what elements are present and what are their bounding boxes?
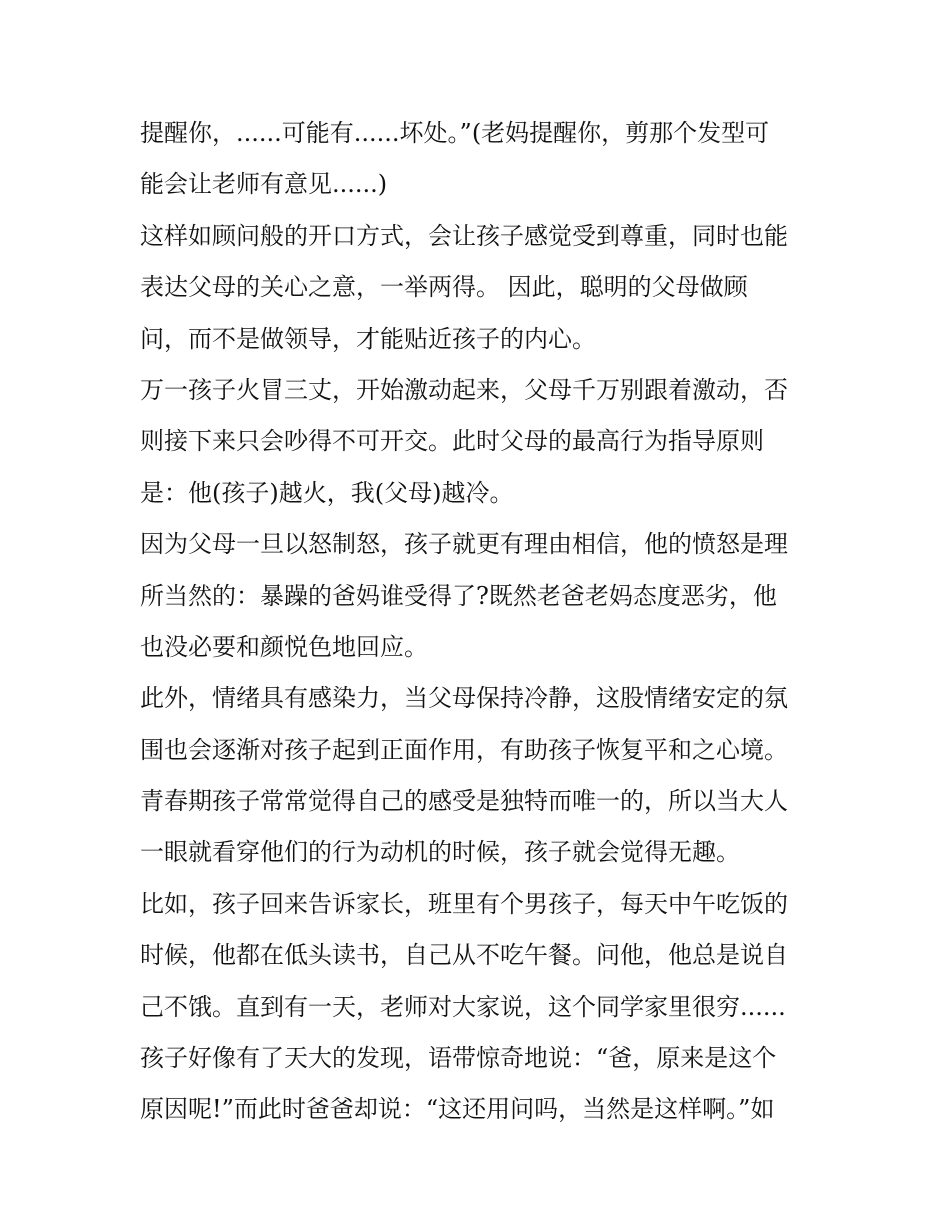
text-line: 己不饿。直到有一天，老师对大家说，这个同学家里很穷...... [140, 992, 786, 1021]
text-line: 此外，情绪具有感染力，当父母保持冷静，这股情绪安定的氛 [140, 684, 788, 713]
body-text [140, 108, 820, 1136]
text-line: 万一孩子火冒三丈，开始激动起来，父母千万别跟着激动，否 [140, 375, 788, 404]
text-line: 这样如顾问般的开口方式，会让孩子感觉受到尊重，同时也能 [140, 221, 788, 250]
text-line: 是：他(孩子)越火，我(父母)越冷。 [140, 478, 514, 507]
text-line: 提醒你，......可能有......坏处。”(老妈提醒你，剪那个发型可 [140, 119, 770, 147]
text-line: 比如，孩子回来告诉家长，班里有个男孩子，每天中午吃饭的 [140, 889, 788, 918]
text-line: 原因呢!”而此时爸爸却说：“这还用问吗，当然是这样啊。”如 [140, 1095, 775, 1124]
text-line: 围也会逐渐对孩子起到正面作用，有助孩子恢复平和之心境。 [140, 735, 788, 764]
text-line: 则接下来只会吵得不可开交。此时父母的最高行为指导原则 [140, 427, 764, 456]
text-line: 表达父母的关心之意，一举两得。 因此，聪明的父母做顾 [140, 273, 748, 302]
text-line: 问，而不是做领导，才能贴近孩子的内心。 [140, 324, 596, 353]
text-line: 孩子好像有了天大的发现，语带惊奇地说：“爸，原来是这个 [140, 1044, 777, 1073]
text-line: 时候，他都在低头读书，自己从不吃午餐。问他，他总是说自 [140, 941, 788, 970]
text-line: 也没必要和颜悦色地回应。 [140, 632, 428, 661]
text-line: 能会让老师有意见......) [140, 170, 388, 199]
text-line: 因为父母一旦以怒制怒，孩子就更有理由相信，他的愤怒是理 [140, 530, 788, 559]
text-line: 一眼就看穿他们的行为动机的时候，孩子就会觉得无趣。 [140, 838, 740, 867]
text-line: 所当然的：暴躁的爸妈谁受得了?既然老爸老妈态度恶劣，他 [140, 581, 777, 610]
text-line: 青春期孩子常常觉得自己的感受是独特而唯一的，所以当大人 [140, 787, 788, 816]
